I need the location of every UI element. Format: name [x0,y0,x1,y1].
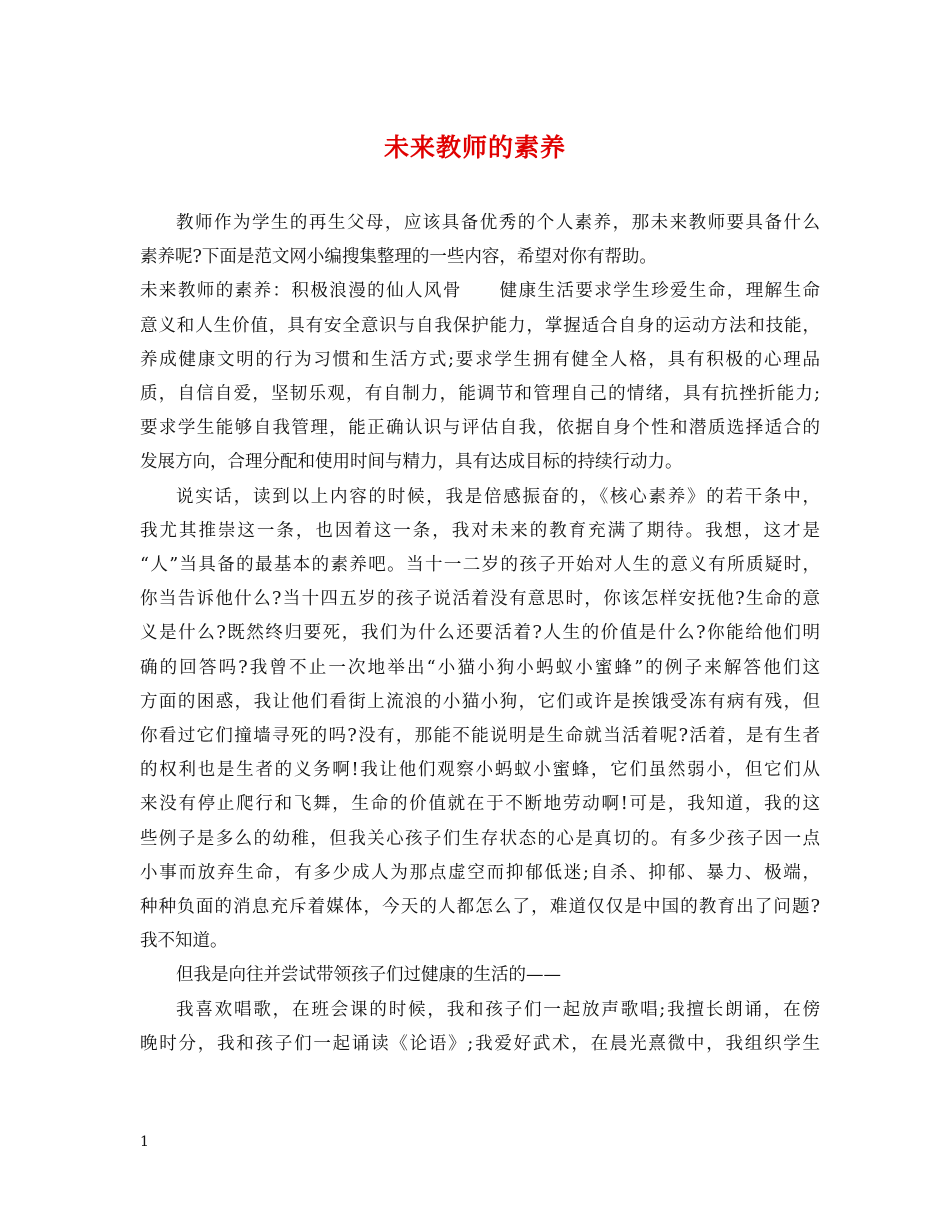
text-line: 义是什么?既然终归要死，我们为什么还要活着?人生的价值是什么?你能给他们明 [140,623,820,644]
text-line: 教师作为学生的再生父母，应该具备优秀的个人素养，那未来教师要具备什么 [176,213,820,233]
document-body [140,206,820,1061]
text-line: 我喜欢唱歌，在班会课的时候，我和孩子们一起放声歌唱;我擅长朗诵，在傍 [176,999,820,1020]
text-line: 要求学生能够自我管理，能正确认识与评估自我，依据自身个性和潜质选择适合的 [140,418,820,439]
text-line: 种种负面的消息充斥着媒体，今天的人都怎么了，难道仅仅是中国的教育出了问题? [140,897,820,918]
text-line: 说实话，读到以上内容的时候，我是倍感振奋的，《核心素养》的若干条中， [176,486,820,507]
text-line: 素养呢?下面是范文网小编搜集整理的一些内容，希望对你有帮助。 [140,247,657,268]
text-line: “人”当具备的最基本的素养吧。当十一二岁的孩子开始对人生的意义有所质疑时， [140,555,820,576]
text-line: 来没有停止爬行和飞舞，生命的价值就在于不断地劳动啊!可是，我知道，我的这 [140,794,820,815]
text-line: 我尤其推崇这一条，也因着这一条，我对未来的教育充满了期待。我想，这才是 [140,520,820,541]
text-line: 确的回答吗?我曾不止一次地举出“小猫小狗小蚂蚁小蜜蜂”的例子来解答他们这 [140,657,820,678]
text-line: 你当告诉他什么?当十四五岁的孩子说活着没有意思时，你该怎样安抚他?生命的意 [140,589,820,610]
text-line: 质，自信自爱，坚韧乐观，有自制力，能调节和管理自己的情绪，具有抗挫折能力; [140,384,820,405]
document-title: 未来教师的素养 [383,133,566,162]
page-number: 1 [140,1134,149,1150]
text-line: 意义和人生价值，具有安全意识与自我保护能力，掌握适合自身的运动方法和技能， [140,315,820,336]
text-line: 我不知道。 [140,931,228,952]
text-line: 些例子是多么的幼稚，但我关心孩子们生存状态的心是真切的。有多少孩子因一点 [140,828,820,849]
text-line: 晚时分，我和孩子们一起诵读《论语》;我爱好武术，在晨光熹微中，我组织学生 [140,1033,820,1054]
text-line: 你看过它们撞墙寻死的吗?没有，那能不能说明是生命就当活着呢?活着，是有生者 [140,726,820,747]
text-line: 的权利也是生者的义务啊!我让他们观察小蚂蚁小蜜蜂，它们虽然弱小，但它们从 [140,760,820,781]
text-line: 但我是向往并尝试带领孩子们过健康的生活的—— [176,965,561,986]
text-line: 方面的困惑，我让他们看街上流浪的小猫小狗，它们或许是挨饿受冻有病有残，但 [140,691,820,712]
text-line: 未来教师的素养：积极浪漫的仙人风骨 健康生活要求学生珍爱生命，理解生命 [140,281,820,302]
text-line: 发展方向，合理分配和使用时间与精力，具有达成目标的持续行动力。 [140,452,683,473]
text-line: 养成健康文明的行为习惯和生活方式;要求学生拥有健全人格，具有积极的心理品 [140,349,820,370]
text-line: 小事而放弃生命，有多少成人为那点虚空而抑郁低迷;自杀、抑郁、暴力、极端， [140,862,820,883]
